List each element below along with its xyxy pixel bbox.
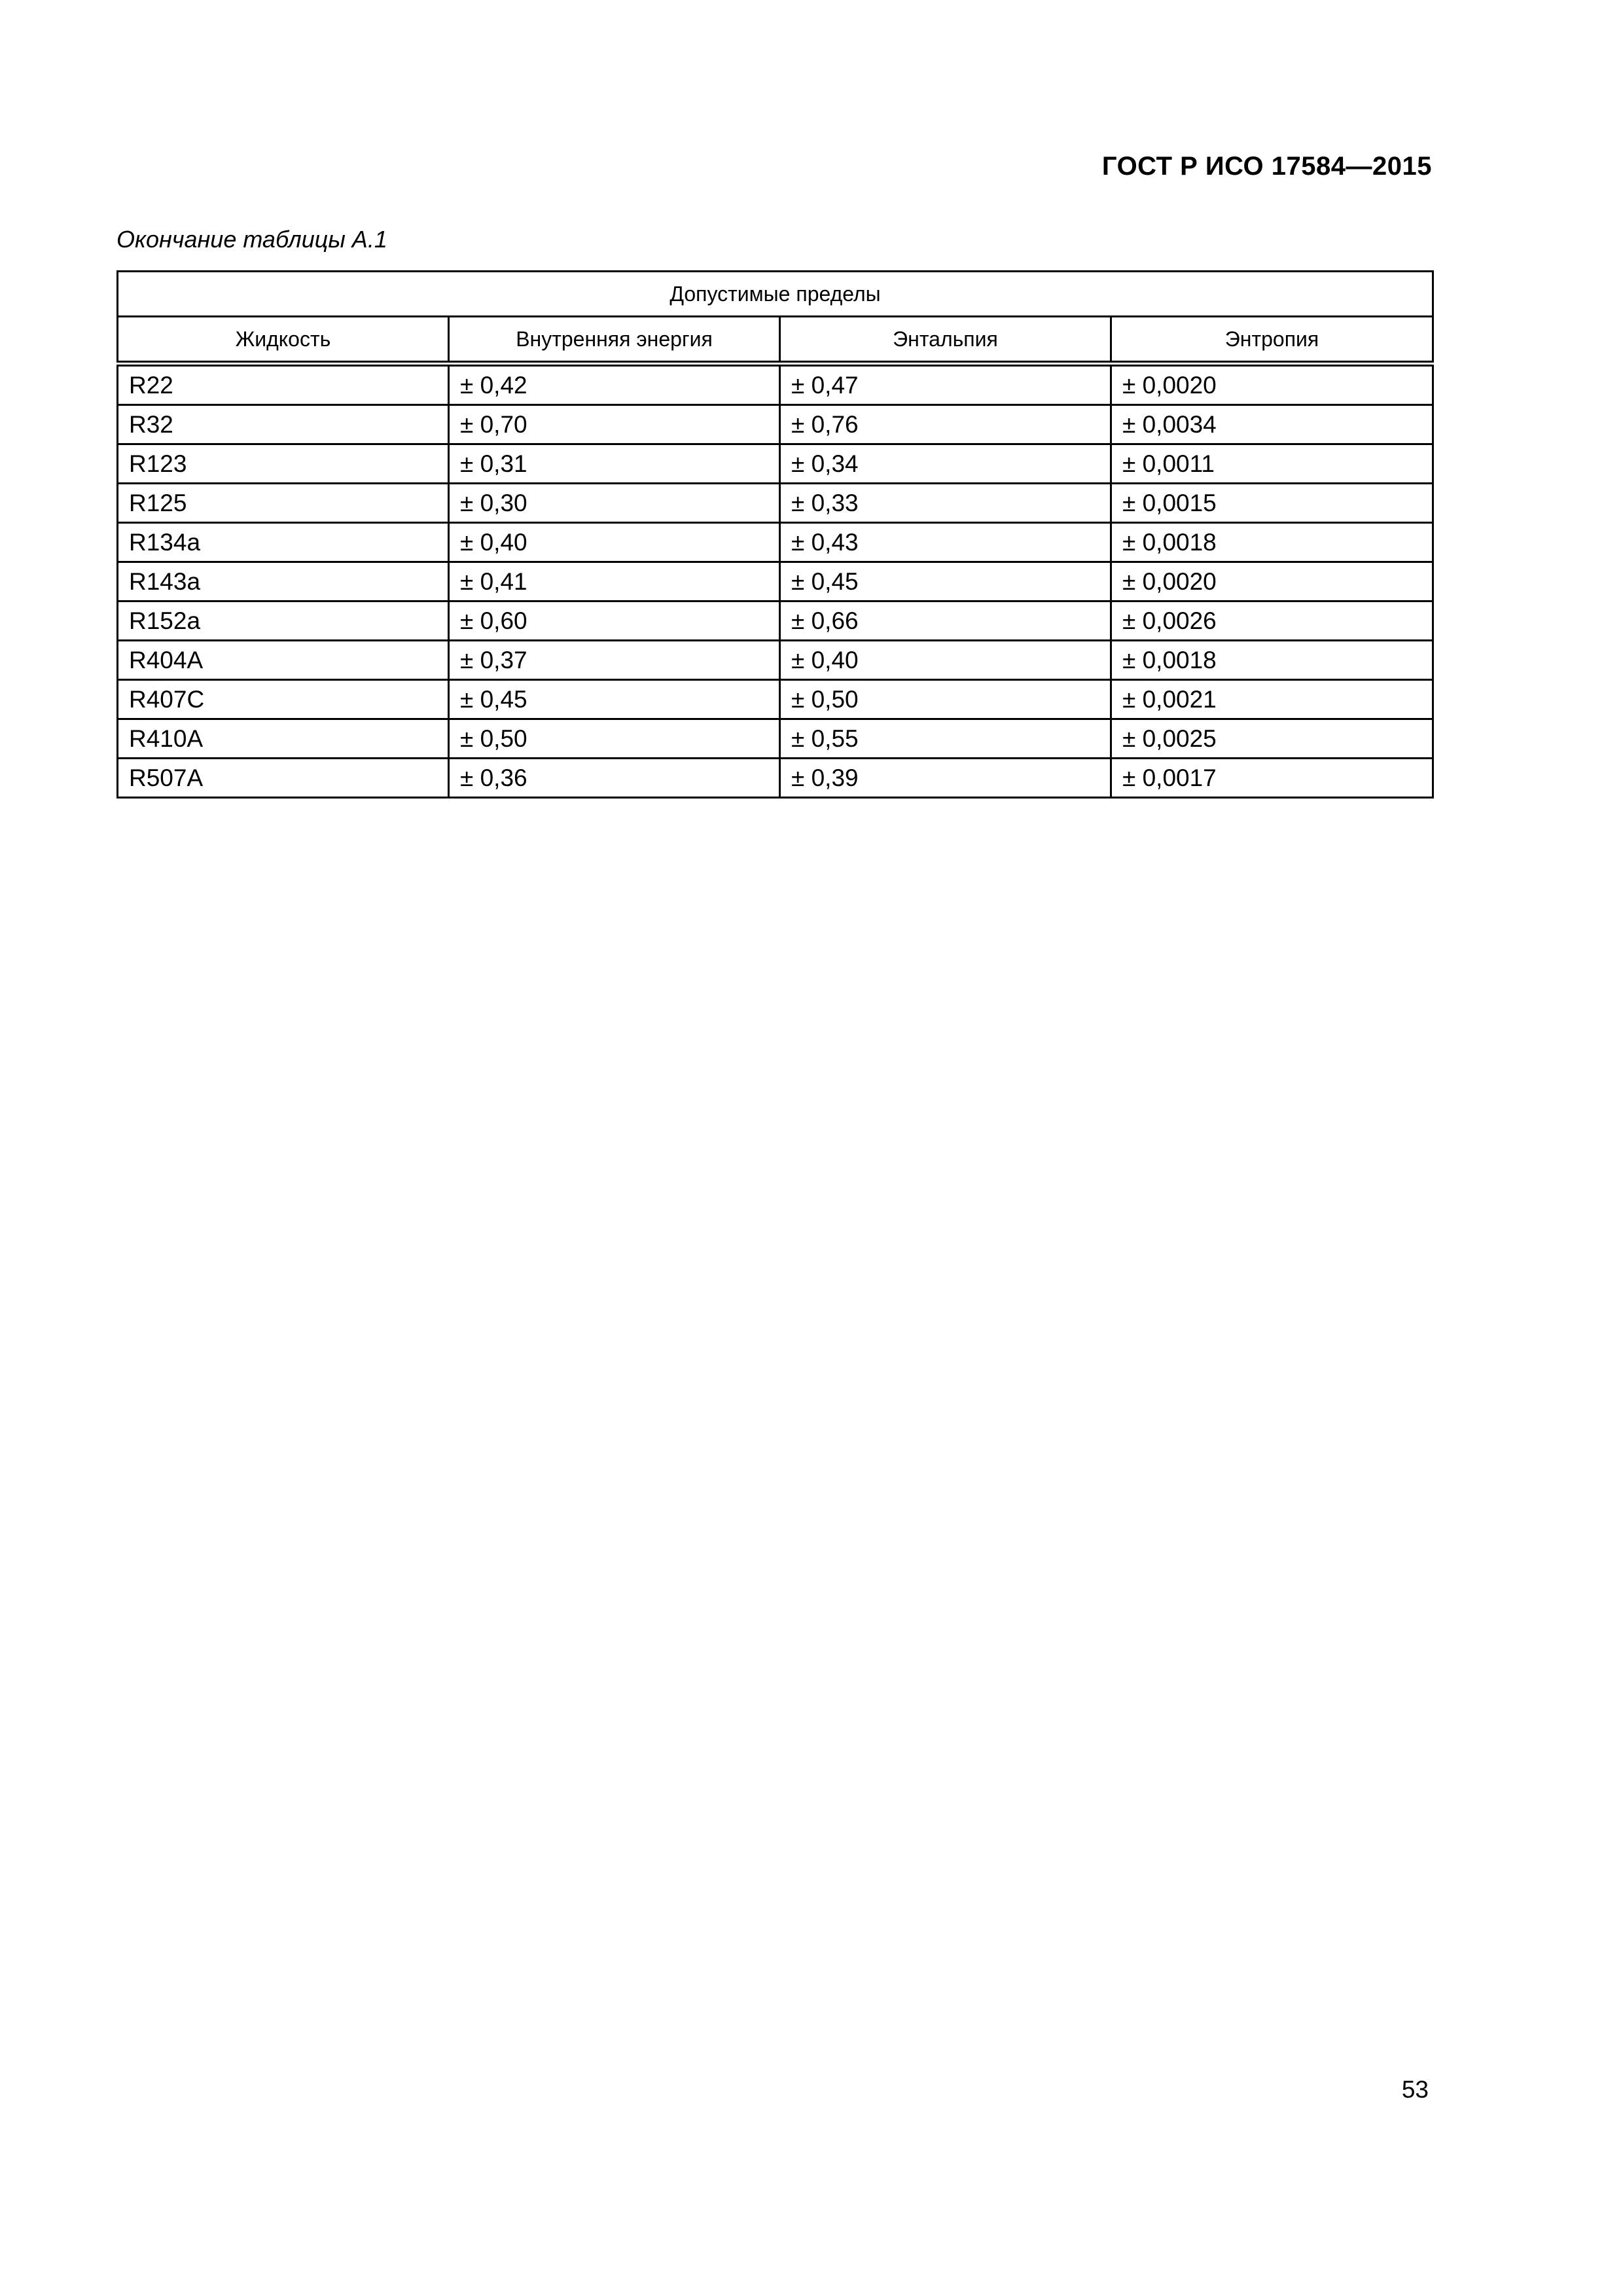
entropy-cell: ± 0,0020: [1111, 364, 1433, 405]
table-group-header-row: [118, 272, 1433, 317]
enthalpy-cell: ± 0,66: [780, 601, 1111, 641]
entropy-cell: ± 0,0025: [1111, 719, 1433, 759]
fluid-cell: R404A: [118, 641, 449, 680]
table-row: [118, 719, 1433, 759]
internal-energy-cell: ± 0,45: [449, 680, 780, 719]
enthalpy-cell: ± 0,43: [780, 523, 1111, 562]
column-header-internal-energy: Внутренняя энергия: [449, 317, 780, 364]
fluid-cell: R22: [118, 364, 449, 405]
internal-energy-cell: ± 0,31: [449, 444, 780, 484]
internal-energy-cell: ± 0,30: [449, 484, 780, 523]
entropy-cell: ± 0,0034: [1111, 405, 1433, 444]
enthalpy-cell: ± 0,45: [780, 562, 1111, 601]
fluid-cell: R32: [118, 405, 449, 444]
internal-energy-cell: ± 0,70: [449, 405, 780, 444]
entropy-cell: ± 0,0026: [1111, 601, 1433, 641]
enthalpy-cell: ± 0,39: [780, 759, 1111, 798]
table-row: [118, 523, 1433, 562]
fluid-cell: R407C: [118, 680, 449, 719]
enthalpy-cell: ± 0,47: [780, 364, 1111, 405]
page-number: 53: [1401, 2076, 1429, 2103]
entropy-cell: ± 0,0018: [1111, 641, 1433, 680]
internal-energy-cell: ± 0,41: [449, 562, 780, 601]
internal-energy-cell: ± 0,60: [449, 601, 780, 641]
enthalpy-cell: ± 0,55: [780, 719, 1111, 759]
column-header-entropy: Энтропия: [1111, 317, 1433, 364]
fluid-cell: R134a: [118, 523, 449, 562]
table-row: [118, 759, 1433, 798]
entropy-cell: ± 0,0018: [1111, 523, 1433, 562]
enthalpy-cell: ± 0,34: [780, 444, 1111, 484]
tolerance-table-container: [116, 270, 1432, 798]
enthalpy-cell: ± 0,33: [780, 484, 1111, 523]
fluid-cell: R123: [118, 444, 449, 484]
enthalpy-cell: ± 0,76: [780, 405, 1111, 444]
internal-energy-cell: ± 0,42: [449, 364, 780, 405]
entropy-cell: ± 0,0020: [1111, 562, 1433, 601]
table-row: [118, 680, 1433, 719]
entropy-cell: ± 0,0011: [1111, 444, 1433, 484]
table-row: [118, 444, 1433, 484]
table-caption: Окончание таблицы А.1: [116, 226, 387, 253]
tolerance-table: [116, 270, 1434, 798]
internal-energy-cell: ± 0,50: [449, 719, 780, 759]
entropy-cell: ± 0,0017: [1111, 759, 1433, 798]
fluid-cell: R507A: [118, 759, 449, 798]
group-header-cell: Допустимые пределы: [118, 272, 1433, 317]
fluid-cell: R410A: [118, 719, 449, 759]
fluid-cell: R125: [118, 484, 449, 523]
enthalpy-cell: ± 0,50: [780, 680, 1111, 719]
internal-energy-cell: ± 0,36: [449, 759, 780, 798]
column-header-enthalpy: Энтальпия: [780, 317, 1111, 364]
document-code: ГОСТ Р ИСО 17584—2015: [1101, 152, 1432, 181]
table-row: [118, 484, 1433, 523]
table-row: [118, 641, 1433, 680]
internal-energy-cell: ± 0,40: [449, 523, 780, 562]
entropy-cell: ± 0,0021: [1111, 680, 1433, 719]
table-row: [118, 405, 1433, 444]
table-row: [118, 364, 1433, 405]
table-column-header-row: [118, 317, 1433, 364]
table-row: [118, 562, 1433, 601]
enthalpy-cell: ± 0,40: [780, 641, 1111, 680]
entropy-cell: ± 0,0015: [1111, 484, 1433, 523]
fluid-cell: R152a: [118, 601, 449, 641]
column-header-fluid: Жидкость: [118, 317, 449, 364]
table-row: [118, 601, 1433, 641]
fluid-cell: R143a: [118, 562, 449, 601]
internal-energy-cell: ± 0,37: [449, 641, 780, 680]
